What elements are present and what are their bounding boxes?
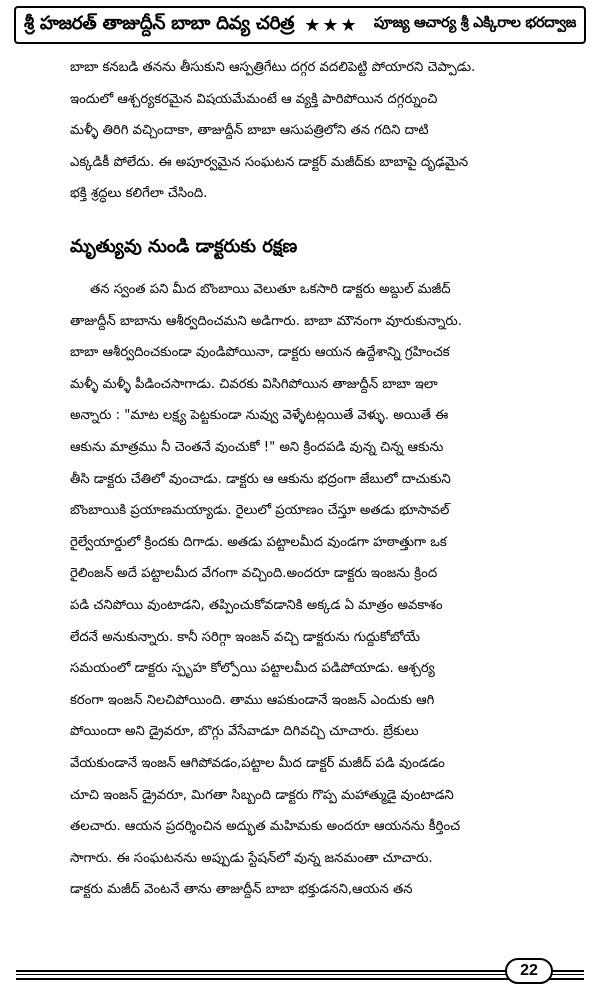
text-line: డాక్టరు మజీద్ వెంటనే తాను తాజుద్దీన్ బాబా భక్తుడనని,ఆయన తన xyxy=(70,882,413,898)
text-line: మళ్ళీ తిరిగి వచ్చిందాకా, తాజుద్దీన్ బాబా ఆసుపత్రిలోని తన గదిని దాటి xyxy=(70,123,429,139)
text-line: లేదనే అనుకున్నారు. కానీ సరిగ్గా ఇంజన్ వచ్చి డాక్టరును గుద్దుకోబోయే xyxy=(70,629,420,645)
footer-rule xyxy=(16,970,584,972)
header-stars: ★★★ xyxy=(304,14,359,36)
text-line: తీసి డాక్టరు చేతిలో వుంచాడు. డాక్టరు ఆ ఆకును భద్రంగా జేబులో దాచుకుని xyxy=(70,471,451,487)
text-line: ఆకును మాత్రము నీ చెంతనే వుంచుకో !" అని క్రిందపడి వున్న చిన్న ఆకును xyxy=(70,439,444,455)
text-line: రైల్వేయార్డులో క్రిందకు దిగాడు. అతడు పట్టాలమీద వుండగా హఠాత్తుగా ఒక xyxy=(70,534,447,550)
text-line: సమయంలో డాక్టరు స్పృహ కోల్పోయి పట్టాలమీద పడిపోయాడు. ఆశ్చర్య xyxy=(70,661,435,677)
text-line: చూచి ఇంజన్ డ్రైవరూ, మిగతా సిబ్బంది డాక్టరు గొప్ప మహాత్ముడై వుంటాడని xyxy=(70,787,454,803)
text-line: మళ్ళీ మళ్ళీ పీడించసాగాడు. చివరకు విసిగిపోయిన తాజుద్దీన్ బాబా ఇలా xyxy=(70,376,438,392)
section-heading: మృత్యువు నుండి డాక్టరుకు రక్షణ xyxy=(70,236,298,257)
text-line: బాబా ఆశీర్వదించకుండా వుండిపోయినా, డాక్టరు ఆయన ఉద్దేశాన్ని గ్రహించక xyxy=(70,345,450,361)
text-line: రైలింజన్ అదే పట్టాలమీద వేగంగా వచ్చింది.అందరూ డాక్టరు ఇంజను క్రింద xyxy=(70,566,438,582)
text-line: ఇందులో ఆశ్చర్యకరమైన విషయమేమంటే ఆ వ్యక్తి పారిపోయిన దగ్గర్నుంచి xyxy=(70,91,438,107)
running-header xyxy=(14,6,586,44)
page-number: 22 xyxy=(520,962,538,979)
text-line: తలచారు. ఆయన ప్రదర్శించిన అద్భుత మహిమకు అందరూ ఆయనను కీర్తించ xyxy=(70,819,461,835)
page-number-badge xyxy=(505,958,553,984)
paragraph-1 xyxy=(70,52,582,210)
text-line: తాజుద్దీన్ బాబాను ఆశీర్వదించమని అడిగారు. బాబా మౌనంగా వూరుకున్నారు. xyxy=(70,313,462,329)
footer-rule xyxy=(16,974,584,975)
text-line: పోయిందా అని డ్రైవరూ, బొగ్గు వేసేవాడూ దిగివచ్చి చూచారు. బ్రేకులు xyxy=(70,724,419,740)
text-line: అన్నారు : "మాట లక్ష్య పెట్టకుండా నువ్వు వెళ్ళేటట్లయితే వెళ్ళు. అయితే ఈ xyxy=(70,408,449,424)
paragraph-2 xyxy=(70,274,582,906)
text-line: పడి చనిపోయి వుంటాడని, తప్పించుకోవడానికి అక్కడ ఏ మాత్రం అవకాశం xyxy=(70,597,443,613)
book-title: శ్రీ హజరత్ తాజుద్దీన్ బాబా దివ్య చరిత్ర xyxy=(24,12,295,34)
text-line: సాగారు. ఈ సంఘటనను అప్పుడు స్టేషన్‌లో వున్న జనమంతా చూచారు. xyxy=(70,850,433,866)
author-name: పూజ్య ఆచార్య శ్రీ ఎక్కిరాల భరద్వాజ xyxy=(373,15,576,31)
text-line: బాబా కనబడి తనను తీసుకుని ఆస్పత్రిగేటు దగ్గర వదలిపెట్టి పోయారని చెప్పాడు. xyxy=(70,60,476,75)
text-line: ఎక్కడికీ పోలేదు. ఈ అపూర్వమైన సంఘటన డాక్టర్ మజీద్‌కు బాబాపై దృఢమైన xyxy=(70,154,469,170)
text-line: తన స్వంత పని మీద బొంబాయి వెలుతూ ఒకసారి డాక్టరు అబ్దుల్ మజీద్ xyxy=(90,282,451,297)
footer-rule xyxy=(16,978,584,980)
text-line: బొంబాయికి ప్రయాణమయ్యాడు. రైలులో ప్రయాణం చేస్తూ అతడు భూసావల్ xyxy=(70,503,450,519)
text-line: భక్తి శ్రద్ధలు కలిగేలా చేసింది. xyxy=(70,186,208,202)
text-line: వేయకుండానే ఇంజన్ ఆగిపోవడం,పట్టాల మీద డాక్టర్ మజీద్ పడి వుండడం xyxy=(70,755,445,771)
text-line: కరంగా ఇంజన్ నిలచిపోయింది. తాము ఆపకుండానే ఇంజన్ ఎందుకు ఆగి xyxy=(70,692,435,708)
